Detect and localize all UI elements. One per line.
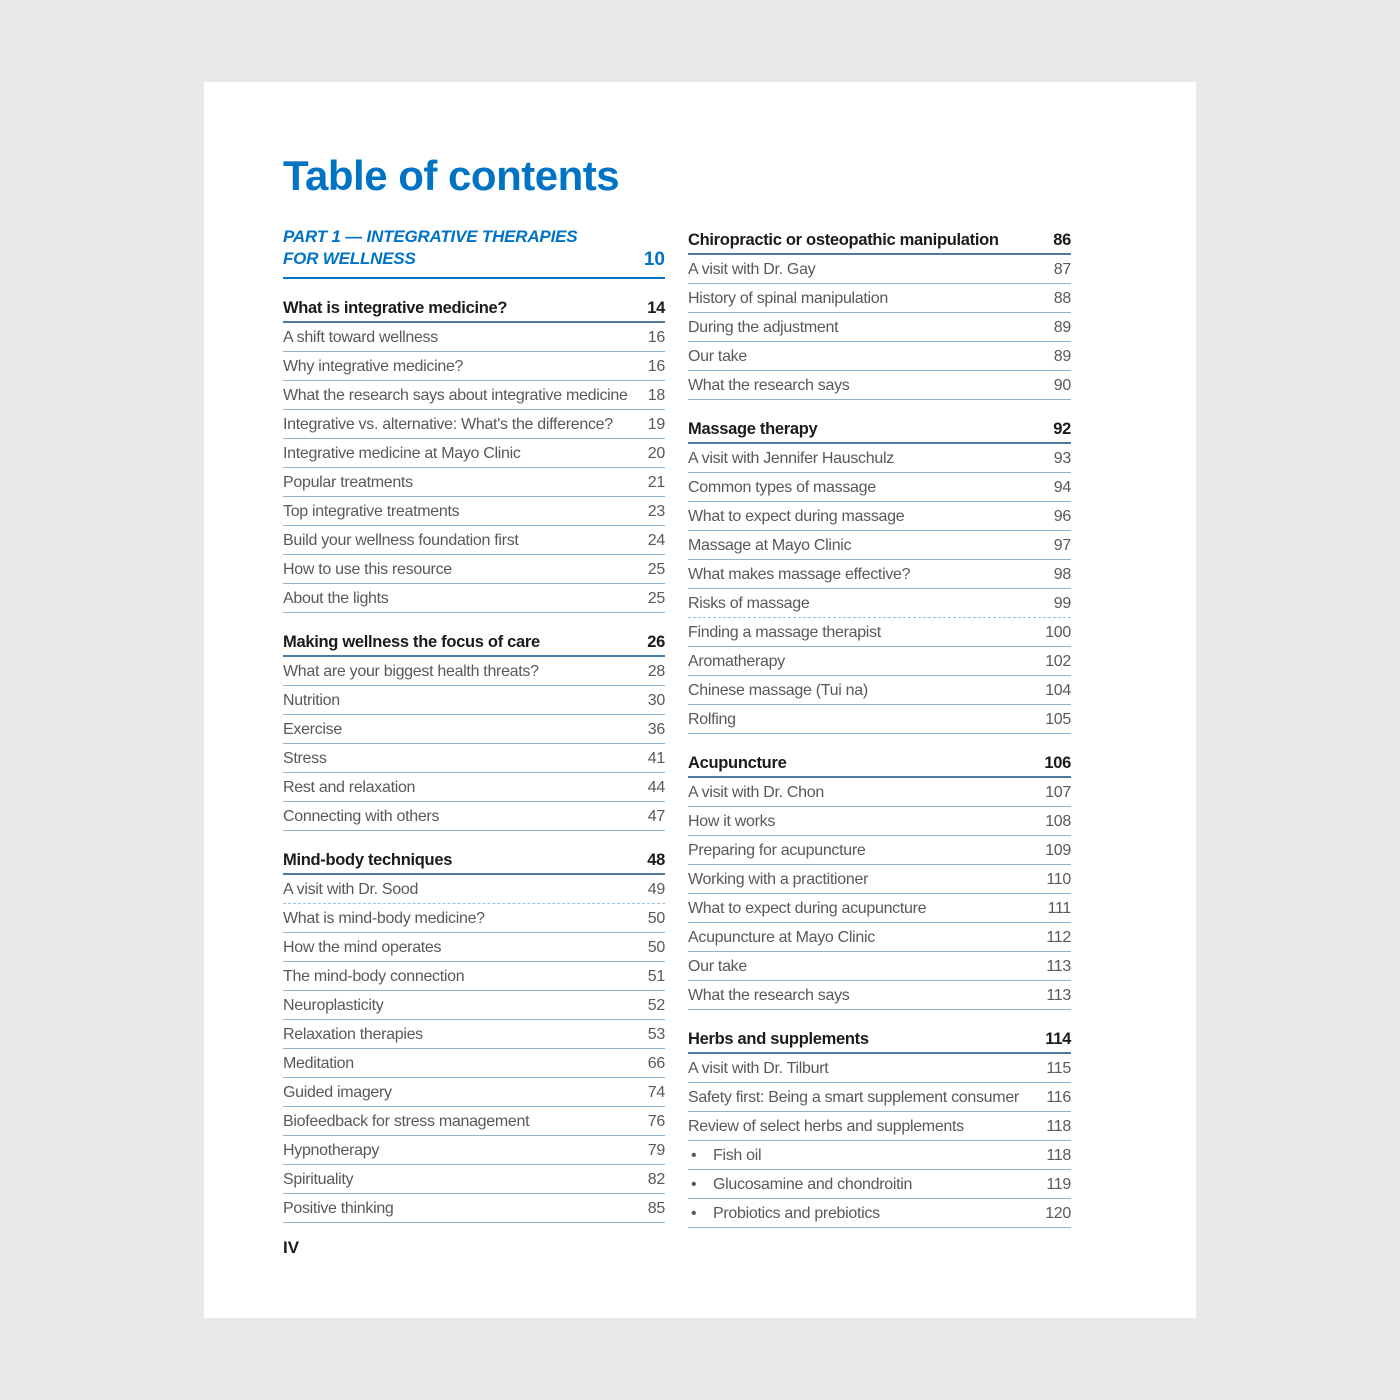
entry-text: Relaxation therapies: [283, 1026, 423, 1043]
entry-label: [688, 508, 904, 525]
toc-entry: [283, 352, 665, 381]
entry-text: Top integrative treatments: [283, 503, 460, 520]
entry-text: Probiotics and prebiotics: [713, 1205, 880, 1222]
toc-entry: [688, 1199, 1071, 1228]
entry-label: [688, 1147, 761, 1164]
entry-text: Aromatherapy: [688, 653, 785, 670]
entry-page-number: 23: [647, 503, 665, 520]
toc-entry: [688, 1112, 1071, 1141]
entry-text: Positive thinking: [283, 1200, 394, 1217]
entry-text: Spirituality: [283, 1171, 354, 1188]
entry-text: Build your wellness foundation first: [283, 532, 519, 549]
entry-page-number: 28: [647, 663, 665, 680]
entry-label: [283, 910, 485, 927]
entry-page-number: 105: [1045, 711, 1071, 728]
entry-page-number: 97: [1053, 537, 1071, 554]
toc-entry: [688, 255, 1071, 284]
entry-page-number: 113: [1046, 958, 1071, 975]
toc-entry: [283, 657, 665, 686]
entry-page-number: 93: [1053, 450, 1071, 467]
entry-label: [688, 1089, 1019, 1106]
toc-entry: [283, 410, 665, 439]
toc-entry: [688, 865, 1071, 894]
toc-entry: [283, 773, 665, 802]
toc-entry: [283, 468, 665, 497]
entry-text: History of spinal manipulation: [688, 290, 888, 307]
toc-entry: [688, 836, 1071, 865]
part-title-line2: FOR WELLNESS: [283, 249, 416, 268]
entry-page-number: 112: [1046, 929, 1071, 946]
toc-entry: [283, 875, 665, 904]
entry-text: How it works: [688, 813, 776, 830]
entry-text: Risks of massage: [688, 595, 810, 612]
entry-text: Exercise: [283, 721, 342, 738]
part-title-line1: PART 1 — INTEGRATIVE THERAPIES: [283, 227, 578, 246]
toc-entry: [688, 705, 1071, 734]
entry-text: Preparing for acupuncture: [688, 842, 866, 859]
entry-label: [688, 682, 868, 699]
entry-label: [283, 779, 415, 796]
entry-page-number: 115: [1046, 1060, 1071, 1077]
toc-entry: [688, 618, 1071, 647]
entry-page-number: 87: [1053, 261, 1071, 278]
entry-page-number: 25: [647, 561, 665, 578]
entry-label: [688, 987, 849, 1004]
entry-page-number: 30: [647, 692, 665, 709]
toc-entry: [688, 531, 1071, 560]
entry-text: Stress: [283, 750, 327, 767]
entry-label: [283, 881, 418, 898]
entry-page-number: 36: [647, 721, 665, 738]
toc-entry: [688, 676, 1071, 705]
entry-label: [688, 1118, 964, 1135]
toc-entry: [283, 904, 665, 933]
toc-entry: [688, 1170, 1071, 1199]
entry-label: [688, 929, 875, 946]
toc-entry: [688, 371, 1071, 400]
entry-text: Fish oil: [713, 1147, 762, 1164]
entry-page-number: 100: [1045, 624, 1071, 641]
entry-text: Meditation: [283, 1055, 354, 1072]
entry-label: [283, 997, 383, 1014]
entry-text: How to use this resource: [283, 561, 452, 578]
toc-section: [283, 294, 665, 613]
entry-page-number: 16: [647, 358, 665, 375]
section-title: Herbs and supplements: [688, 1030, 869, 1048]
entry-text: Integrative medicine at Mayo Clinic: [283, 445, 521, 462]
entry-label: [283, 416, 613, 433]
entry-label: [283, 387, 628, 404]
entry-label: [688, 842, 866, 859]
toc-entry: [283, 744, 665, 773]
entry-page-number: 41: [647, 750, 665, 767]
entry-page-number: 18: [647, 387, 665, 404]
entry-page-number: 96: [1053, 508, 1071, 525]
toc-right-column: [688, 226, 1071, 1228]
entry-label: [283, 590, 389, 607]
entry-page-number: 108: [1045, 813, 1071, 830]
entry-page-number: 74: [647, 1084, 665, 1101]
entry-label: [283, 561, 452, 578]
entry-label: [688, 290, 888, 307]
section-title: Massage therapy: [688, 420, 818, 438]
entry-label: [283, 750, 327, 767]
entry-page-number: 118: [1046, 1118, 1071, 1135]
entry-text: Integrative vs. alternative: What's the difference?: [283, 416, 613, 433]
footer-page-number: IV: [283, 1238, 300, 1257]
toc-entry: [688, 647, 1071, 676]
entry-text: Connecting with others: [283, 808, 440, 825]
entry-text: Rolfing: [688, 711, 736, 728]
entry-label: [283, 1026, 423, 1043]
section-title: Making wellness the focus of care: [283, 633, 540, 651]
toc-section-header: [688, 226, 1071, 255]
entry-text: Nutrition: [283, 692, 340, 709]
section-title: Chiropractic or osteopathic manipulation: [688, 231, 999, 249]
entry-label: [283, 503, 459, 520]
entry-label: [688, 711, 736, 728]
toc-section: [688, 415, 1071, 734]
toc-entry: [688, 313, 1071, 342]
toc-entry: [688, 560, 1071, 589]
entry-label: [283, 1171, 353, 1188]
entry-page-number: 119: [1046, 1176, 1071, 1193]
entry-label: [283, 692, 340, 709]
entry-text: Review of select herbs and supplements: [688, 1118, 964, 1135]
section-page-number: 114: [1045, 1030, 1071, 1048]
section-page-number: 106: [1044, 754, 1071, 772]
entry-page-number: 50: [647, 939, 665, 956]
toc-entry: [688, 284, 1071, 313]
entry-page-number: 90: [1053, 377, 1071, 394]
entry-page-number: 66: [647, 1055, 665, 1072]
entry-page-number: 89: [1053, 319, 1071, 336]
toc-section: [688, 1025, 1071, 1228]
entry-label: [283, 474, 413, 491]
toc-entry: [688, 981, 1071, 1010]
entry-text: About the lights: [283, 590, 389, 607]
toc-entry: [283, 962, 665, 991]
entry-page-number: 53: [647, 1026, 665, 1043]
entry-label: [688, 348, 747, 365]
entry-page-number: 51: [647, 968, 665, 985]
entry-page-number: 16: [647, 329, 665, 346]
toc-entry: [688, 473, 1071, 502]
entry-page-number: 49: [647, 881, 665, 898]
toc-entry: [283, 323, 665, 352]
entry-page-number: 109: [1045, 842, 1071, 859]
section-page-number: 14: [647, 299, 665, 317]
entry-text: A visit with Dr. Sood: [283, 881, 419, 898]
entry-label: [283, 329, 438, 346]
entry-label: [688, 566, 910, 583]
entry-page-number: 94: [1053, 479, 1071, 496]
toc-entry: [283, 381, 665, 410]
entry-text: How the mind operates: [283, 939, 442, 956]
entry-label: [283, 939, 441, 956]
toc-entry: [283, 686, 665, 715]
toc-entry: [283, 991, 665, 1020]
entry-page-number: 52: [647, 997, 665, 1014]
toc-section-header: [688, 1025, 1071, 1054]
toc-entry: [688, 1141, 1071, 1170]
toc-entry: [688, 342, 1071, 371]
toc-entry: [688, 894, 1071, 923]
part-page-number: 10: [643, 249, 665, 270]
toc-columns: [283, 226, 1071, 1228]
section-title: What is integrative medicine?: [283, 299, 508, 317]
entry-text: Chinese massage (Tui na): [688, 682, 868, 699]
entry-page-number: 120: [1045, 1205, 1071, 1222]
entry-page-number: 98: [1053, 566, 1071, 583]
toc-section-header: [283, 846, 665, 875]
toc-section-header: [283, 628, 665, 657]
toc-section-header: [688, 415, 1071, 444]
entry-text: Why integrative medicine?: [283, 358, 464, 375]
entry-label: [688, 653, 785, 670]
entry-text: What makes massage effective?: [688, 566, 911, 583]
entry-label: [283, 1084, 392, 1101]
book-page: [204, 82, 1196, 1318]
entry-page-number: 99: [1053, 595, 1071, 612]
toc-left-column: [283, 226, 665, 1228]
toc-section-header: [283, 294, 665, 323]
entry-page-number: 89: [1053, 348, 1071, 365]
bullet-icon: •: [691, 1205, 697, 1222]
entry-text: Biofeedback for stress management: [283, 1113, 530, 1130]
entry-text: The mind-body connection: [283, 968, 465, 985]
toc-entry: [283, 1020, 665, 1049]
entry-text: Finding a massage therapist: [688, 624, 881, 641]
toc-entry: [283, 715, 665, 744]
entry-label: [283, 358, 463, 375]
page-title: Table of contents: [283, 152, 620, 199]
bullet-icon: •: [691, 1176, 697, 1193]
entry-label: [688, 958, 747, 975]
entry-label: [688, 1205, 880, 1222]
entry-label: [688, 871, 868, 888]
entry-label: [283, 968, 464, 985]
entry-text: Hypnotherapy: [283, 1142, 380, 1159]
entry-text: What the research says: [688, 377, 850, 394]
entry-page-number: 113: [1046, 987, 1071, 1004]
entry-label: [688, 1176, 912, 1193]
section-page-number: 48: [647, 851, 665, 869]
entry-label: [688, 784, 824, 801]
entry-page-number: 44: [647, 779, 665, 796]
entry-text: Rest and relaxation: [283, 779, 416, 796]
section-page-number: 26: [647, 633, 665, 651]
entry-label: [688, 595, 809, 612]
toc-entry: [283, 1194, 665, 1223]
section-title: Acupuncture: [688, 754, 787, 772]
toc-section: [283, 846, 665, 1223]
entry-label: [688, 537, 851, 554]
entry-text: A visit with Dr. Gay: [688, 261, 816, 278]
entry-label: [688, 261, 815, 278]
entry-text: What to expect during acupuncture: [688, 900, 927, 917]
entry-page-number: 102: [1045, 653, 1071, 670]
toc-entry: [283, 1136, 665, 1165]
entry-label: [688, 450, 894, 467]
toc-entry: [283, 497, 665, 526]
toc-section-header: [688, 749, 1071, 778]
toc-entry: [688, 778, 1071, 807]
toc-entry: [283, 1078, 665, 1107]
entry-page-number: 82: [647, 1171, 665, 1188]
toc-entry: [283, 1049, 665, 1078]
entry-label: [283, 532, 519, 549]
part-1-header: [283, 226, 665, 279]
entry-page-number: 21: [647, 474, 665, 491]
toc-section: [688, 226, 1071, 400]
entry-text: Safety first: Being a smart supplement consumer: [688, 1089, 1019, 1106]
entry-label: [283, 1055, 354, 1072]
toc-entry: [688, 923, 1071, 952]
entry-label: [688, 813, 775, 830]
entry-label: [688, 377, 849, 394]
entry-text: Common types of massage: [688, 479, 876, 496]
entry-text: Our take: [688, 958, 747, 975]
entry-page-number: 111: [1047, 900, 1071, 917]
entry-page-number: 25: [647, 590, 665, 607]
toc-entry: [688, 1083, 1071, 1112]
toc-entry: [688, 444, 1071, 473]
toc-entry: [283, 584, 665, 613]
toc-entry: [688, 952, 1071, 981]
entry-label: [688, 900, 926, 917]
toc-entry: [688, 807, 1071, 836]
entry-text: Popular treatments: [283, 474, 413, 491]
section-title: Mind-body techniques: [283, 851, 453, 869]
toc-entry: [283, 802, 665, 831]
entry-page-number: 107: [1045, 784, 1071, 801]
entry-text: What to expect during massage: [688, 508, 905, 525]
entry-page-number: 104: [1045, 682, 1071, 699]
entry-text: A visit with Dr. Tilburt: [688, 1060, 829, 1077]
entry-label: [283, 1142, 379, 1159]
toc-entry: [283, 1165, 665, 1194]
entry-text: Acupuncture at Mayo Clinic: [688, 929, 875, 946]
entry-page-number: 19: [647, 416, 665, 433]
entry-page-number: 24: [647, 532, 665, 549]
section-page-number: 92: [1053, 420, 1071, 438]
entry-text: What are your biggest health threats?: [283, 663, 539, 680]
entry-page-number: 76: [647, 1113, 665, 1130]
entry-page-number: 47: [647, 808, 665, 825]
entry-page-number: 79: [647, 1142, 665, 1159]
toc-entry: [688, 502, 1071, 531]
entry-text: During the adjustment: [688, 319, 839, 336]
toc-entry: [283, 1107, 665, 1136]
entry-text: A shift toward wellness: [283, 329, 438, 346]
entry-text: What the research says: [688, 987, 850, 1004]
entry-text: Our take: [688, 348, 747, 365]
entry-text: What the research says about integrative medicine: [283, 387, 628, 404]
entry-label: [688, 479, 876, 496]
entry-label: [283, 808, 439, 825]
entry-label: [688, 1060, 828, 1077]
toc-entry: [283, 526, 665, 555]
entry-label: [283, 663, 539, 680]
entry-page-number: 88: [1053, 290, 1071, 307]
toc-entry: [688, 589, 1071, 618]
bullet-icon: •: [691, 1147, 697, 1164]
section-page-number: 86: [1053, 231, 1071, 249]
entry-text: Guided imagery: [283, 1084, 392, 1101]
entry-page-number: 85: [647, 1200, 665, 1217]
toc-section: [688, 749, 1071, 1010]
toc-entry: [283, 933, 665, 962]
toc-entry: [283, 439, 665, 468]
entry-label: [283, 445, 521, 462]
entry-text: Working with a practitioner: [688, 871, 869, 888]
entry-label: [688, 624, 881, 641]
entry-text: A visit with Dr. Chon: [688, 784, 824, 801]
entry-label: [283, 721, 342, 738]
toc-entry: [688, 1054, 1071, 1083]
entry-text: What is mind-body medicine?: [283, 910, 485, 927]
entry-text: A visit with Jennifer Hauschulz: [688, 450, 894, 467]
entry-page-number: 20: [647, 445, 665, 462]
entry-page-number: 50: [647, 910, 665, 927]
toc-entry: [283, 555, 665, 584]
entry-page-number: 110: [1046, 871, 1071, 888]
page-content: [283, 82, 1071, 1228]
entry-page-number: 116: [1046, 1089, 1071, 1106]
entry-text: Massage at Mayo Clinic: [688, 537, 852, 554]
entry-label: [283, 1113, 529, 1130]
entry-label: [688, 319, 838, 336]
entry-text: Glucosamine and chondroitin: [713, 1176, 913, 1193]
entry-label: [283, 1200, 394, 1217]
toc-section: [283, 628, 665, 831]
entry-text: Neuroplasticity: [283, 997, 384, 1014]
entry-page-number: 118: [1046, 1147, 1071, 1164]
